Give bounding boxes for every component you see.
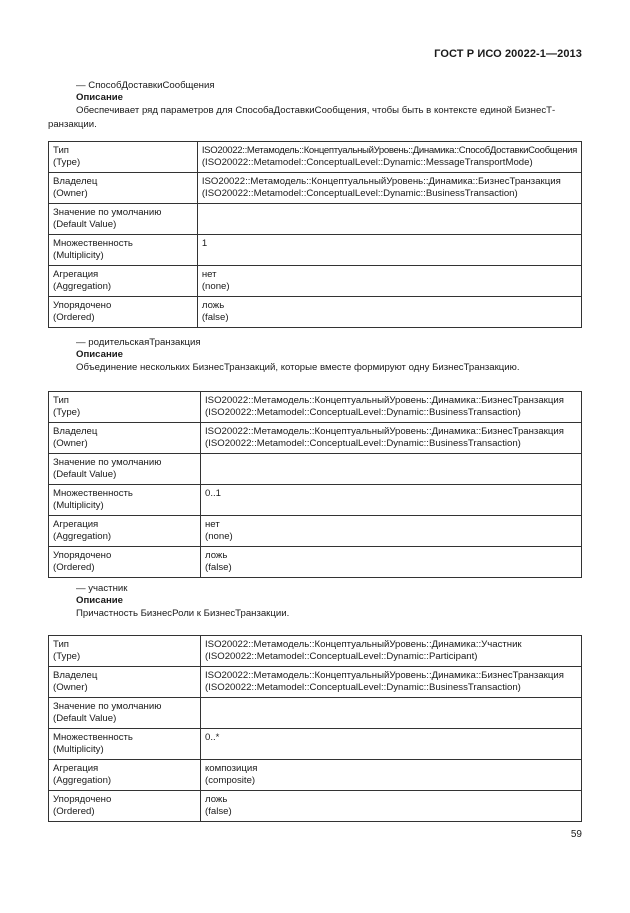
property-key: Упорядочено (Ordered) (49, 547, 201, 578)
section-description: Причастность БизнесРоли к БизнесТранзакции. (76, 608, 290, 619)
property-value: ложь (false) (201, 547, 582, 578)
property-value: ISO20022::Метамодель::КонцептуальныйУровень::Динамика::БизнесТранзакция (ISO20022::Metamodel::ConceptualLevel::Dynamic::BusinessTransaction) (201, 392, 582, 423)
property-key: Множественность (Multiplicity) (49, 235, 198, 266)
property-key: Владелец (Owner) (49, 173, 198, 204)
property-key: Владелец (Owner) (49, 423, 201, 454)
section-heading: Описание (76, 595, 123, 606)
table-row (49, 266, 582, 297)
standard-code: ГОСТ Р ИСО 20022-1—2013 (434, 48, 582, 60)
section-description: Объединение нескольких БизнесТранзакций, которые вместе формируют одну БизнесТранзакцию. (76, 362, 520, 373)
table-row (49, 173, 582, 204)
property-key: Владелец (Owner) (49, 667, 201, 698)
table-row (49, 516, 582, 547)
properties-table (48, 391, 582, 578)
properties-table (48, 635, 582, 822)
section-name: — родительскаяТранзакция (76, 337, 201, 348)
property-value: ISO20022::Метамодель::КонцептуальныйУровень::Динамика::БизнесТранзакция (ISO20022::Metamodel::ConceptualLevel::Dynamic::BusinessTransaction) (197, 173, 581, 204)
property-value (201, 454, 582, 485)
property-value: ISO20022::Метамодель::КонцептуальныйУровень::Динамика::СпособДоставкиСообщения (ISO20022::Metamodel::ConceptualLevel::Dynamic::MessageTransportMode) (197, 142, 581, 173)
property-key: Тип (Type) (49, 636, 201, 667)
property-key: Значение по умолчанию (Default Value) (49, 454, 201, 485)
table-row (49, 760, 582, 791)
property-key: Множественность (Multiplicity) (49, 729, 201, 760)
property-key: Множественность (Multiplicity) (49, 485, 201, 516)
table-row (49, 636, 582, 667)
section-name: — участник (76, 583, 128, 594)
property-key: Агрегация (Aggregation) (49, 266, 198, 297)
table-row (49, 423, 582, 454)
table-row (49, 142, 582, 173)
section-message-transport-mode (48, 80, 582, 132)
property-value: ложь (false) (201, 791, 582, 822)
section-participant (48, 583, 582, 621)
property-value: нет (none) (197, 266, 581, 297)
property-key: Агрегация (Aggregation) (49, 516, 201, 547)
section-parent-transaction (48, 337, 582, 375)
table-row (49, 204, 582, 235)
property-value: 0..* (201, 729, 582, 760)
property-key: Упорядочено (Ordered) (49, 791, 201, 822)
table-row (49, 454, 582, 485)
properties-table (48, 141, 582, 328)
property-key: Агрегация (Aggregation) (49, 760, 201, 791)
property-key: Значение по умолчанию (Default Value) (49, 698, 201, 729)
section-heading: Описание (76, 349, 123, 360)
property-value (197, 204, 581, 235)
table-row (49, 297, 582, 328)
property-key: Тип (Type) (49, 392, 201, 423)
table-row (49, 485, 582, 516)
section-name: — СпособДоставкиСообщения (76, 80, 215, 91)
table-row (49, 729, 582, 760)
property-key: Значение по умолчанию (Default Value) (49, 204, 198, 235)
table-row (49, 235, 582, 266)
section-heading: Описание (76, 92, 123, 103)
property-value: ISO20022::Метамодель::КонцептуальныйУровень::Динамика::БизнесТранзакция (ISO20022::Metamodel::ConceptualLevel::Dynamic::BusinessTransaction) (201, 423, 582, 454)
property-key: Упорядочено (Ordered) (49, 297, 198, 328)
property-key: Тип (Type) (49, 142, 198, 173)
page-number: 59 (570, 829, 582, 840)
section-description: Обеспечивает ряд параметров для СпособаДоставкиСообщения, чтобы быть в контексте единой БизнесТ-ранзакции. (48, 105, 556, 130)
table-row (49, 547, 582, 578)
property-value: нет (none) (201, 516, 582, 547)
property-value (201, 698, 582, 729)
table-row (49, 791, 582, 822)
table-row (49, 698, 582, 729)
property-value: 1 (197, 235, 581, 266)
property-value: ISO20022::Метамодель::КонцептуальныйУровень::Динамика::Участник (ISO20022::Metamodel::ConceptualLevel::Dynamic::Participant) (201, 636, 582, 667)
property-value: композиция (composite) (201, 760, 582, 791)
property-value: ISO20022::Метамодель::КонцептуальныйУровень::Динамика::БизнесТранзакция (ISO20022::Metamodel::ConceptualLevel::Dynamic::BusinessTransaction) (201, 667, 582, 698)
property-value: 0..1 (201, 485, 582, 516)
table-row (49, 392, 582, 423)
property-value: ложь (false) (197, 297, 581, 328)
table-row (49, 667, 582, 698)
